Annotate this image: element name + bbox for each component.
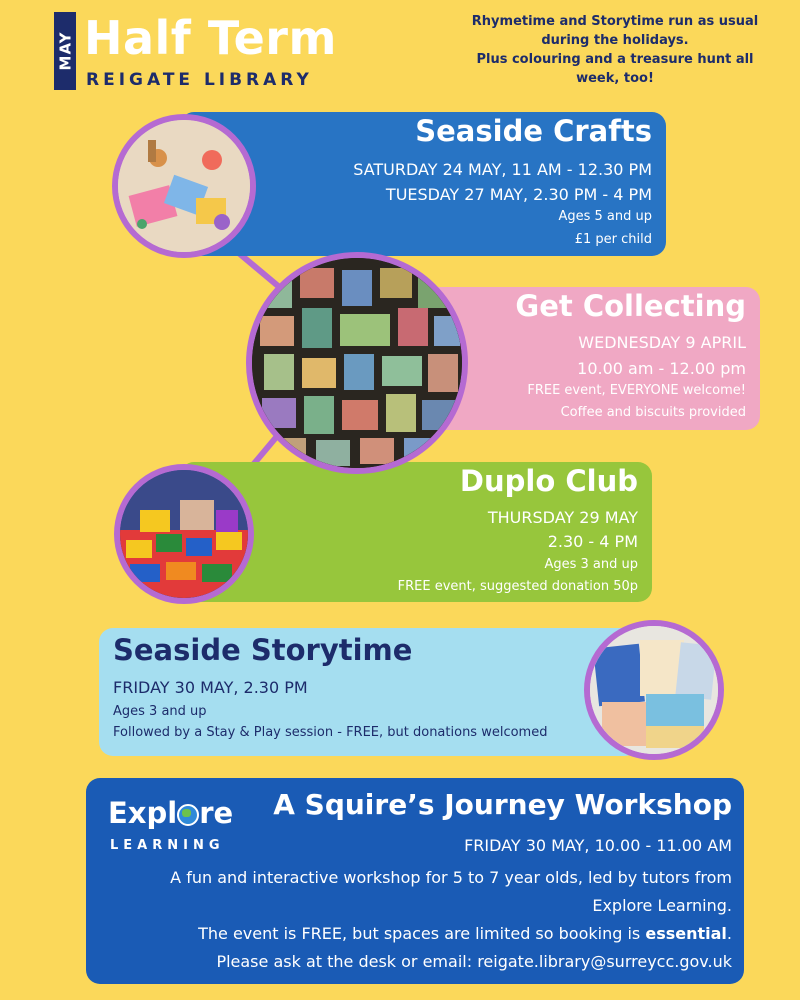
event-detail: Ages 3 and up [544,557,638,572]
event-detail: £1 per child [574,232,652,247]
event-date: FRIDAY 30 MAY, 10.00 - 11.00 AM [464,836,732,855]
intro-line: week, too! [576,71,654,86]
event-detail: Ages 3 and up [113,704,207,719]
stamp-collection-photo [246,252,468,474]
logo-subtitle: LEARNING [110,838,225,853]
event-detail: Followed by a Stay & Play session - FREE, but donations welcomed [113,725,548,740]
event-time: 2.30 - 4 PM [547,532,638,551]
craft-supplies-photo [112,114,256,258]
logo-text: re [199,796,234,830]
event-description: A fun and interactive workshop for 5 to 7 year olds, led by tutors from [170,868,732,887]
intro-line: Rhymetime and Storytime run as usual [471,14,759,29]
logo-text: Expl [108,796,178,830]
booking-emphasis: essential [645,924,727,943]
event-date: THURSDAY 29 MAY [487,508,638,527]
intro-text [452,12,778,88]
event-date: SATURDAY 24 MAY, 11 AM - 12.30 PM [353,160,652,179]
intro-line: during the holidays. [541,33,689,48]
duplo-bricks-photo [114,464,254,604]
event-title: A Squire’s Journey Workshop [273,788,732,821]
event-title: Get Collecting [515,289,746,323]
event-description: Explore Learning. [592,896,732,915]
event-detail: FREE event, EVERYONE welcome! [527,383,746,398]
page-title: Half Term [84,11,337,65]
event-title: Duplo Club [459,464,638,498]
event-detail: FREE event, suggested donation 50p [397,579,638,594]
event-date: WEDNESDAY 9 APRIL [578,333,746,352]
contact-email: Please ask at the desk or email: reigate.library@surreycc.gov.uk [216,952,732,971]
event-title: Seaside Crafts [415,114,652,148]
intro-line: Plus colouring and a treasure hunt all [476,52,754,67]
event-date: TUESDAY 27 MAY, 2.30 PM - 4 PM [385,185,652,204]
event-seaside-storytime [99,628,639,756]
booking-text: . [726,924,732,943]
booking-note [198,924,732,943]
picture-books-photo [584,620,724,760]
booking-text: The event is FREE, but spaces are limited so booking is [198,924,646,943]
event-detail: Ages 5 and up [558,209,652,224]
event-time: 10.00 am - 12.00 pm [577,359,746,378]
event-date: FRIDAY 30 MAY, 2.30 PM [113,678,308,697]
month-tag: MAY [54,12,76,90]
squires-journey-text [86,778,744,984]
event-title: Seaside Storytime [113,633,413,667]
library-name: REIGATE LIBRARY [86,70,313,90]
event-detail: Coffee and biscuits provided [560,405,746,420]
